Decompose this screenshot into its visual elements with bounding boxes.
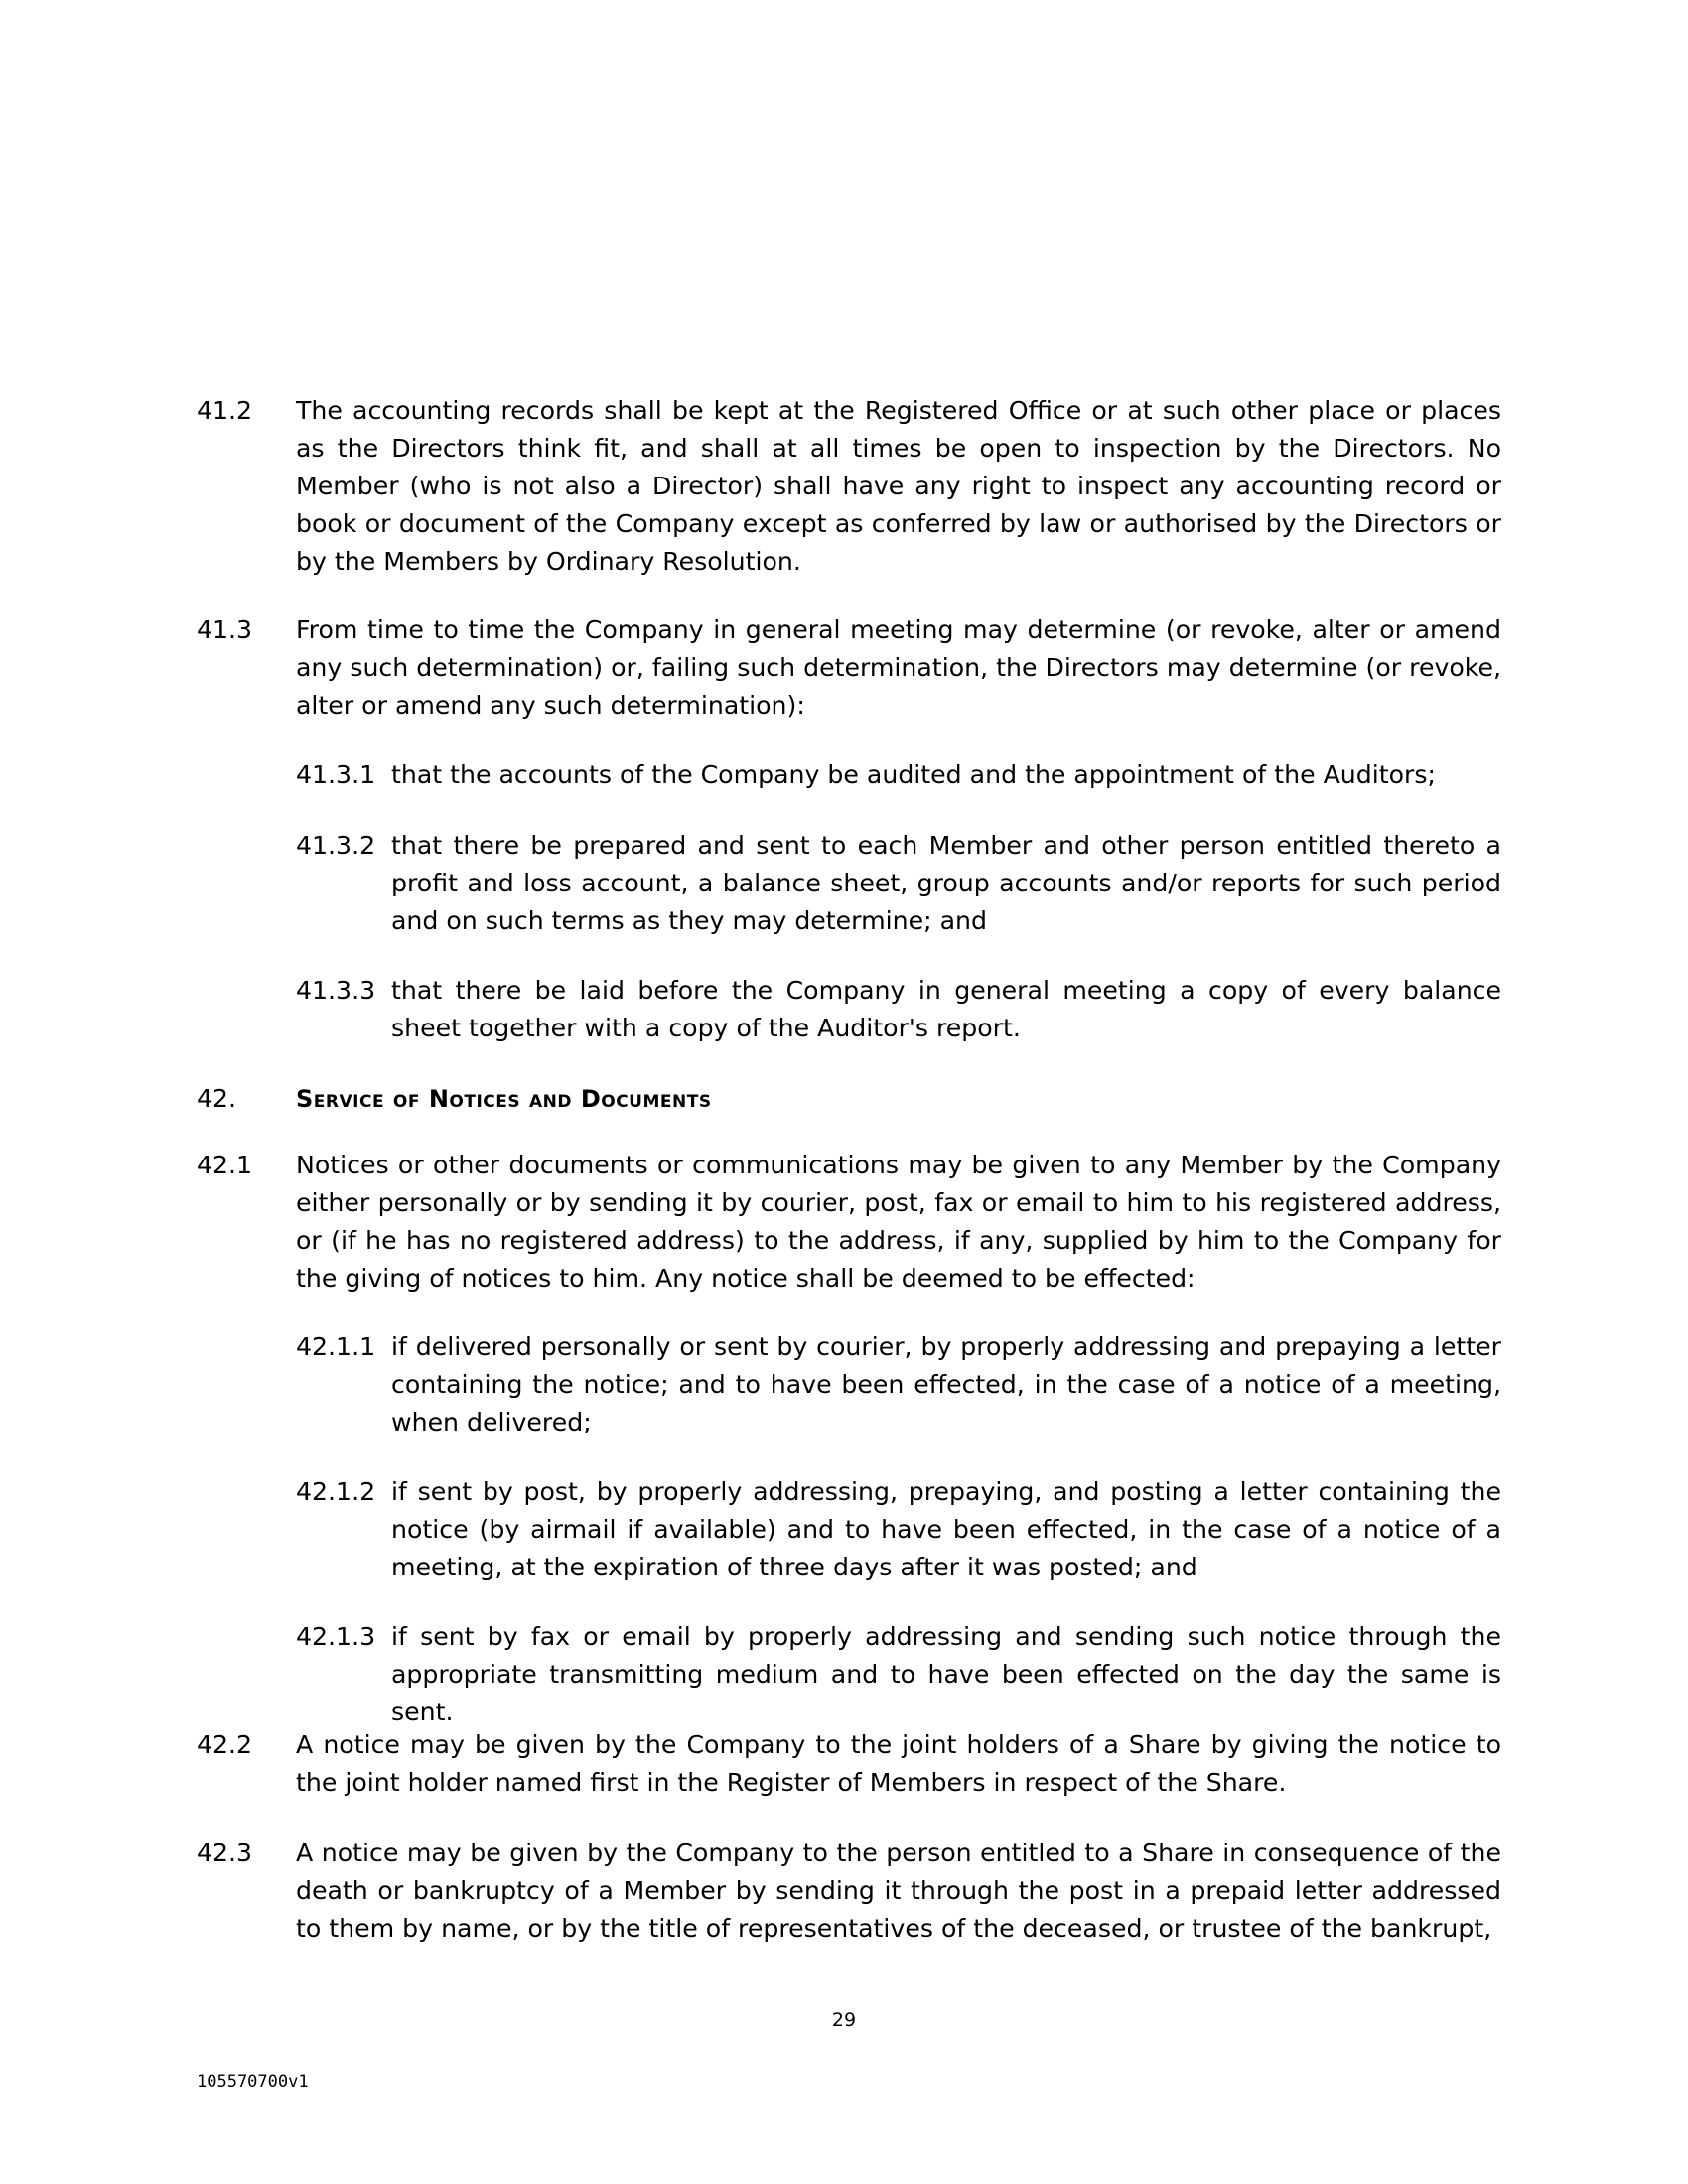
section-title: Service of Notices and Documents — [296, 1085, 712, 1113]
document-reference: 105570700v1 — [197, 2072, 309, 2092]
clause-text: Notices or other documents or communications may be given to any Member by the Company either personally or by sending it by courier, post, fax or email to him to his registered address, or (if he has no registered address) to the address, if any, supplied by him to the Company for the giving of notices to him. Any notice shall be deemed to be effected: — [296, 1151, 1501, 1293]
clause-text: A notice may be given by the Company to the person entitled to a Share in consequence of the death or bankruptcy of a Member by sending it through the post in a prepaid letter addressed to them by name, or by the title of representatives of the deceased, or trustee of the bankrupt, — [296, 1839, 1501, 1943]
clause-text: A notice may be given by the Company to the joint holders of a Share by giving the notice to the joint holder named first in the Register of Members in respect of the Share. — [296, 1730, 1501, 1797]
clause-number: 42.1.3 — [296, 1622, 376, 1651]
clause-number: 42.1.1 — [296, 1332, 376, 1361]
clause-number: 41.3.2 — [296, 831, 376, 860]
clause-number: 42.1 — [197, 1151, 253, 1179]
clause-number: 41.3.1 — [296, 760, 376, 789]
clause-text: that there be prepared and sent to each Member and other person entitled thereto a profit and loss account, a balance sheet, group accounts and/or reports for such period and on such terms as they may determine; and — [391, 831, 1501, 935]
clause-number: 41.3 — [197, 615, 253, 644]
clause-text: From time to time the Company in general meeting may determine (or revoke, alter or amend any such determination) or, failing such determination, the Directors may determine (or revoke, alter or amend any such determination): — [296, 615, 1501, 720]
clause-text: if delivered personally or sent by courier, by properly addressing and prepaying a letter containing the notice; and to have been effected, in the case of a notice of a meeting, when delivered; — [391, 1332, 1501, 1436]
page-number: 29 — [831, 2009, 857, 2031]
clause-text: The accounting records shall be kept at the Registered Office or at such other place or places as the Directors think fit, and shall at all times be open to inspection by the Directors. No Member (who is not also a Director) shall have any right to inspect any accounting record or book or document of the Company except as conferred by law or authorised by the Directors or by the Members by Ordinary Resolution. — [296, 396, 1501, 576]
clause-text: that there be laid before the Company in general meeting a copy of every balance sheet together with a copy of the Auditor's report. — [391, 976, 1501, 1042]
clause-number: 42.1.2 — [296, 1477, 376, 1506]
clause-number: 41.3.3 — [296, 976, 376, 1005]
clause-text: if sent by post, by properly addressing, prepaying, and posting a letter containing the notice (by airmail if available) and to have been effected, in the case of a notice of a meeting, at the expiration of three days after it was posted; and — [391, 1477, 1501, 1581]
clause-number: 42.3 — [197, 1839, 253, 1867]
clause-number: 42.2 — [197, 1730, 253, 1759]
clause-number: 41.2 — [197, 396, 253, 425]
section-number: 42. — [197, 1084, 237, 1113]
clause-text: if sent by fax or email by properly addressing and sending such notice through the appropriate transmitting medium and to have been effected on the day the same is sent. — [391, 1622, 1501, 1726]
clause-text: that the accounts of the Company be audited and the appointment of the Auditors; — [391, 760, 1436, 789]
